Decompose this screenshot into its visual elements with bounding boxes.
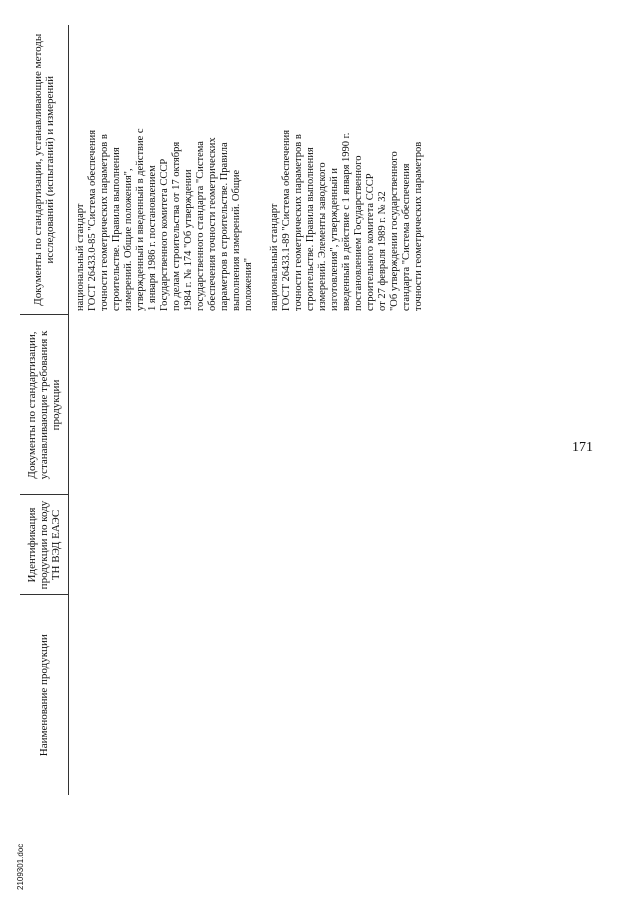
header-tn-ved-code: Идентификация продукции по коду ТН ВЭД ЕАЭС: [20, 495, 69, 595]
standard-line: ГОСТ 26433.0-85 "Система обеспечения: [87, 129, 98, 311]
standard-line: стандарта "Система обеспечения: [401, 163, 412, 311]
standard-line: от 27 февраля 1989 г. № 32: [377, 191, 388, 311]
standard-line: измерений. Общие положения",: [123, 168, 134, 311]
standard-line: 1 января 1986 г. постановлением: [147, 165, 158, 311]
table-row: [69, 25, 446, 795]
standard-line: по делам строительства от 17 октября: [171, 141, 182, 311]
standard-line: точности геометрических параметров: [413, 141, 424, 311]
standard-line: точности геометрических параметров в: [99, 134, 110, 311]
standard-line: государственного стандарта "Система: [195, 141, 206, 311]
standard-line: утвержденный и введенный в действие с: [135, 128, 146, 311]
standard-line: положения": [243, 257, 254, 311]
standard-line: строительного комитета СССР: [365, 173, 376, 311]
standard-entry-gost-26433-1: [269, 29, 425, 311]
standard-line: точности геометрических параметров в: [293, 134, 304, 311]
standard-line: национальный стандарт: [269, 203, 280, 311]
cell-requirements: [69, 315, 446, 495]
header-methods-docs: Документы по стандартизации, устанавливающие методы исследований (испытаний) и измерений: [20, 25, 69, 315]
cell-methods: [69, 25, 446, 315]
standard-line: 1984 г. № 174 "Об утверждении: [183, 169, 194, 311]
standard-entry-gost-26433-0: [75, 29, 255, 311]
standard-line: Государственного комитета СССР: [159, 158, 170, 311]
document-id: 2109301.doc: [16, 843, 25, 890]
header-requirements-docs: Документы по стандартизации, устанавливающие требования к продукции: [20, 315, 69, 495]
cell-product-name: [69, 595, 446, 795]
standard-line: "Об утверждении государственного: [389, 151, 400, 311]
standard-line: параметров в строительстве. Правила: [219, 142, 230, 311]
rotated-page-content: [10, 15, 610, 895]
standard-line: постановлением Государственного: [353, 155, 364, 311]
standard-line: измерений. Элементы заводского: [317, 162, 328, 311]
standard-line: строительстве. Правила выполнения: [305, 147, 316, 311]
products-standards-table: [20, 25, 445, 795]
cell-tn-ved-code: [69, 495, 446, 595]
table-header-row: [20, 25, 69, 795]
standard-line: введенный в действие с 1 января 1990 г.: [341, 132, 352, 311]
header-product-name: Наименование продукции: [38, 634, 50, 757]
page-number: 171: [572, 440, 593, 455]
standard-line: изготовления", утвержденный и: [329, 167, 340, 311]
standard-line: обеспечения точности геометрических: [207, 137, 218, 311]
standard-line: ГОСТ 26433.1-89 "Система обеспечения: [281, 129, 292, 311]
standard-line: национальный стандарт: [75, 203, 86, 311]
standard-line: строительстве. Правила выполнения: [111, 147, 122, 311]
standard-line: выполнения измерений. Общие: [231, 169, 242, 311]
